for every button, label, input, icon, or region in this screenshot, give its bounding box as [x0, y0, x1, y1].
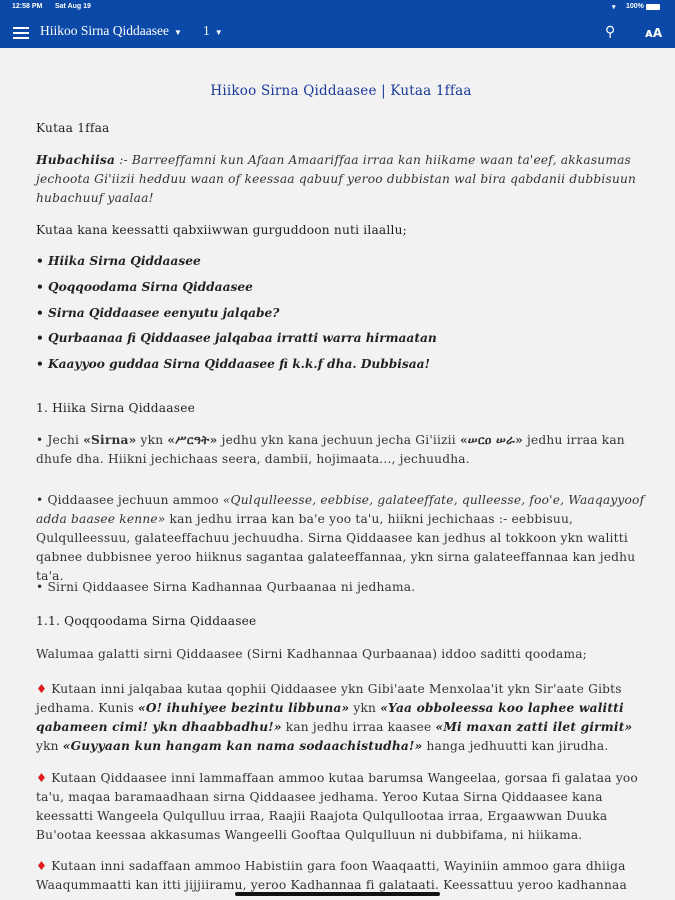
list-item: • Hiika Sirna Qiddaasee [36, 254, 201, 268]
summary-label: Hubachiisa [36, 153, 116, 167]
text: «Qulqulleesse, eebbise, galateeffate, qulleesse, foo'e, Waaqayyoof adda baasee kenne» [36, 493, 645, 526]
status-time: 12:58 PM [12, 3, 43, 10]
text: «ሥርዓት» [167, 433, 218, 447]
text: ykn [136, 433, 168, 447]
paragraph: • Sirni Qiddaasee Sirna Kadhannaa Qurbaanaa ni jedhama. [36, 580, 416, 594]
text-size-icon[interactable]: ᴀA [645, 26, 663, 40]
chapter-label: Kutaa 1ffaa [36, 121, 110, 135]
text: «Yaa obboleessa koo laphee walitti qabameen cimi! ykn dhaabbadhu!» [36, 701, 624, 734]
chapter-selector[interactable] [203, 23, 229, 39]
paragraph [36, 857, 646, 895]
text: ykn [36, 739, 63, 753]
text: • Jechi [36, 433, 84, 447]
chapter-heading: Hiikoo Sirna Qiddaasee | Kutaa 1ffaa [210, 83, 472, 99]
diamond-icon: ♦ [36, 771, 48, 785]
paragraph [36, 680, 646, 756]
text: Kutaan inni jalqabaa kutaa qophii Qiddaasee ykn Gibi'aate Menxolaa'it ykn Sir'aate Gibts jedhama. Kunis [36, 682, 622, 715]
text: ykn [349, 701, 381, 715]
list-item: • Qoqqoodama Sirna Qiddaasee [36, 280, 253, 294]
text: kan jedhu irraa kan ba'e yoo ta'u, hiikni jechichaas :- eebbisuu, Qulqulleessuu, galateeffachuu jechuudha. Sirna Qiddaasee kan jedhus al tokkoon ykn walitti qabnee dubbisnee yeroo hiiknus sagantaa galateeffannaa, ykn sirna galateeffannaa kan jedhu ta'a. [36, 512, 636, 583]
text: «Mi maxan zatti ilet girmit» [435, 720, 633, 734]
search-icon[interactable]: ⚲ [605, 24, 616, 40]
list-item: • Qurbaanaa fi Qiddaasee jalqabaa irratti warra hirmaatan [36, 331, 437, 345]
list-item: • Kaayyoo guddaa Sirna Qiddaasee fi k.k.f dha. Dubbisaa! [36, 357, 430, 371]
list-item: • Sirna Qiddaasee eenyutu jalqabe? [36, 306, 280, 320]
text: «ሠርዐ ሠራ» [459, 433, 523, 447]
section-heading: 1. Hiika Sirna Qiddaasee [36, 401, 196, 415]
book-selector[interactable] [40, 23, 188, 39]
battery-icon [646, 4, 660, 10]
paragraph [36, 491, 646, 586]
chapter-number: 1 [203, 23, 210, 38]
battery-level: 100% [626, 3, 644, 10]
text: «Sirna» [83, 433, 137, 447]
dropdown-icon: ▼ [214, 28, 223, 37]
book-title: Hiikoo Sirna Qiddaasee [40, 23, 169, 38]
diamond-icon: ♦ [36, 682, 48, 696]
text: jedhu ykn kana jechuun jecha Gi'iizii [217, 433, 460, 447]
summary-note [36, 151, 646, 208]
section-heading: 1.1. Qoqqoodama Sirna Qiddaasee [36, 614, 257, 628]
text: • Qiddaasee jechuun ammoo [36, 493, 223, 507]
text: Kutaan Qiddaasee inni lammaffaan ammoo kutaa barumsa Wangeelaa, gorsaa fi galataa yoo ta'u, maqaa baramaadhaan sirna Qiddaasee jedhama. Yeroo Kutaa Sirna Qiddaasee kana keessatti Wangeela Qulqulluu irraa, Raajii Raajota Qulqullootaa irraa, Ergaawwan Duuka Bu'ootaa keessaa akkasumas Wangeelli Gooftaa Qulqulluun ni dubbifama, ni hiikama. [36, 771, 638, 842]
home-indicator[interactable] [235, 892, 440, 896]
paragraph: Walumaa galatti sirni Qiddaasee (Sirni Kadhannaa Qurbaanaa) iddoo saditti qoodama; [36, 647, 587, 661]
paragraph [36, 769, 646, 845]
text: jedhu irraa kan dhufe dha. Hiikni jechichaas seera, dambii, hojimaata..., jechuudha. [36, 433, 625, 466]
text: «O! ihuhiyee bezintu libbuna» [138, 701, 350, 715]
wifi-icon: ▾ [612, 4, 616, 11]
dropdown-icon: ▼ [173, 28, 182, 37]
intro-text: Kutaa kana keessatti qabxiiwwan gurguddoon nuti ilaallu; [36, 223, 407, 237]
text: Kutaan inni sadaffaan ammoo Habistiin gara foon Waaqaatti, Wayiniin ammoo gara dhiiga Waaqummaatti kan itti jijjiiramu, yeroo Kadhannaa fi galataati. Keessattuu yeroo kadhannaa [36, 859, 627, 892]
paragraph [36, 431, 646, 469]
summary-text: :- Barreeffamni kun Afaan Amaariffaa irraa kan hiikame waan ta'eef, akkasumas jechoota Gi'iizii hedduu waan of keessaa qabuuf yeroo dubbistan wal bira qabdanii dubbisuun hubachuuf yaalaa! [36, 153, 637, 205]
hamburger-icon[interactable] [13, 27, 29, 39]
status-date: Sat Aug 19 [55, 3, 91, 10]
text: «Guyyaan kun hangam kan nama sodaachistudha!» [62, 739, 423, 753]
app-header [0, 0, 675, 48]
text: kan jedhu irraa kaasee [281, 720, 436, 734]
text: hanga jedhuutti kan jirudha. [422, 739, 609, 753]
diamond-icon: ♦ [36, 859, 48, 873]
